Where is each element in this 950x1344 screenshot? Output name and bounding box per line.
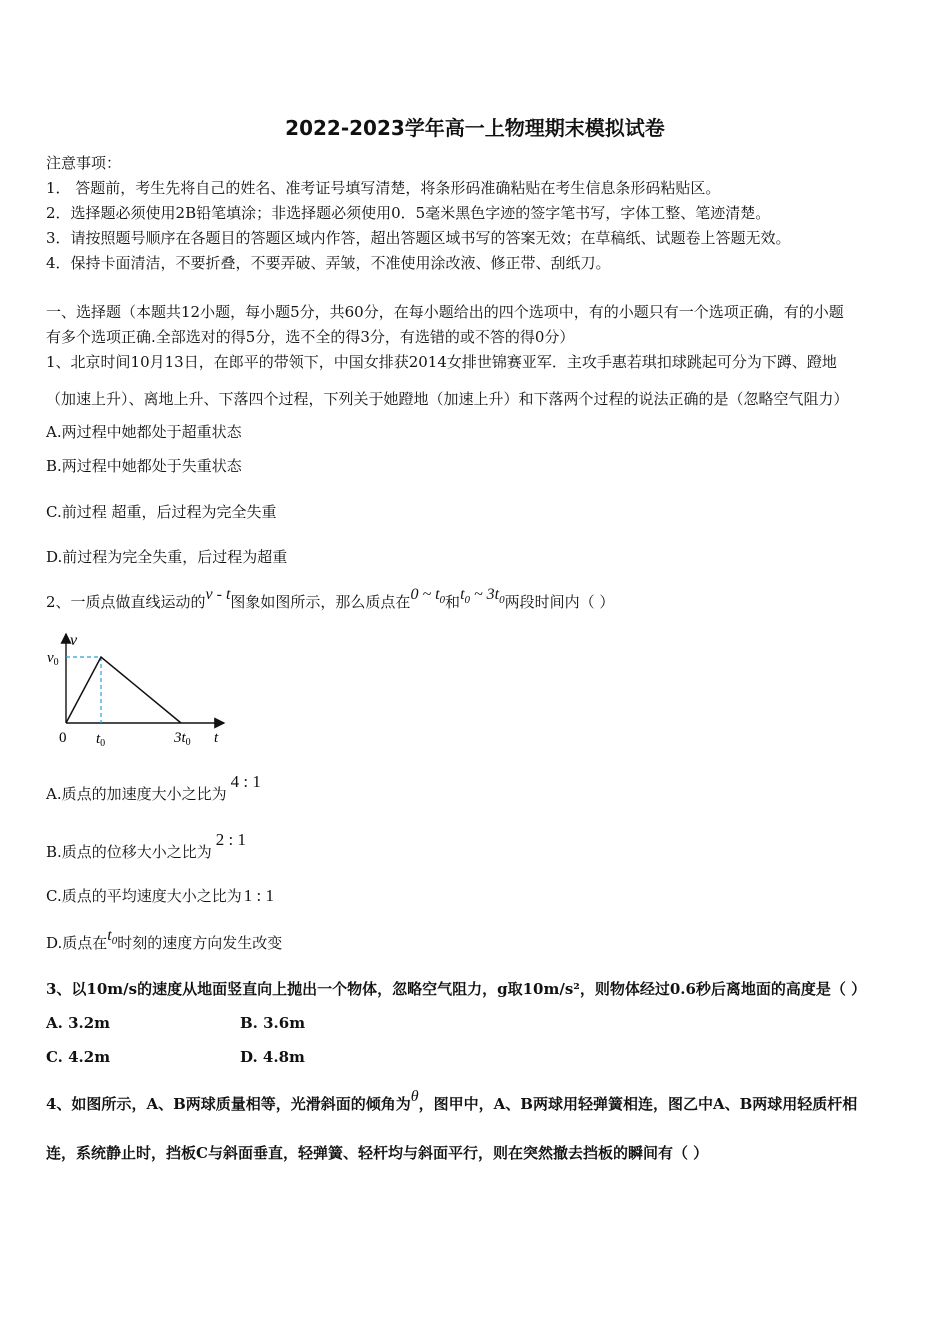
q2-option-a-ratio: 4 : 1: [230, 772, 261, 791]
q2-option-b-text: B.质点的位移大小之比为: [46, 843, 212, 861]
q4-stem-line2: 连，系统静止时，挡板C与斜面垂直，轻弹簧、轻杆均与斜面平行，则在突然撤去挡板的瞬间有（ ）: [46, 1144, 709, 1162]
q1-option-d: D.前过程为完全失重，后过程为超重: [46, 548, 288, 566]
notice-item-2: 2．选择题必须使用2B铅笔填涂；非选择题必须使用0．5毫米黑色字迹的签字笔书写，字体工整、笔迹清楚。: [46, 204, 771, 222]
q2-option-c: [46, 886, 274, 906]
v-axis-label: v: [70, 632, 78, 649]
q1-option-a: A.两过程中她都处于超重状态: [46, 423, 242, 441]
q2-interval-2: $t_0$ ~ $3t_0$: [460, 586, 505, 607]
q3-option-d: D. 4.8m: [240, 1048, 305, 1066]
q2-option-d-text-b: 时刻的速度方向发生改变: [117, 934, 283, 952]
q2-option-b: [46, 830, 247, 862]
q2-stem-part-b: 图象如图所示，那么质点在: [230, 593, 411, 611]
notice-item-1: 1． 答题前，考生先将自己的姓名、准考证号填写清楚，将条形码准确粘贴在考生信息条形码粘贴区。: [46, 179, 721, 197]
v0-label: $v_0$: [47, 650, 59, 668]
q2-option-d-t0: $t_0$: [107, 927, 118, 948]
q4-stem-line1: [46, 1088, 858, 1115]
q4-stem-part-b: ，图甲中，A、B两球用轻弹簧相连，图乙中A、B两球用轻质杆相: [418, 1095, 858, 1113]
q3-stem: 3、以10m/s的速度从地面竖直向上抛出一个物体，忽略空气阻力，g取10m/s²，则物体经过0.6秒后离地面的高度是（ ）: [46, 980, 867, 998]
q2-option-d: [46, 927, 283, 959]
section1-intro-line1: 一、选择题（本题共12小题，每小题5分，共60分，在每小题给出的四个选项中，有的小题只有一个选项正确，有的小题: [46, 303, 844, 321]
q3-option-b: B. 3.6m: [240, 1014, 306, 1032]
q2-option-a-text: A.质点的加速度大小之比为: [46, 785, 227, 803]
q2-stem-part-c: 和: [445, 593, 461, 611]
notice-item-4: 4．保持卡面清洁，不要折叠，不要弄破、弄皱，不准使用涂改液、修正带、刮纸刀。: [46, 254, 611, 272]
exam-title: 2022-2023学年高一上物理期末模拟试卷: [285, 116, 665, 140]
q1-option-b: B.两过程中她都处于失重状态: [46, 457, 242, 475]
q2-stem-part-a: 2、一质点做直线运动的: [46, 593, 206, 611]
q3-option-a: A. 3.2m: [46, 1014, 111, 1032]
q2-stem-part-d: 两段时间内（ ）: [504, 593, 615, 611]
q4-stem-part-a: 4、如图所示，A、B两球质量相等，光滑斜面的倾角为: [46, 1095, 411, 1113]
q2-option-a: [46, 772, 261, 804]
q2-option-d-text-a: D.质点在: [46, 934, 108, 952]
notice-item-3: 3．请按照题号顺序在各题目的答题区域内作答，超出答题区域书写的答案无效；在草稿纸、试题卷上答题无效。: [46, 229, 791, 247]
q1-stem-line1: 1、北京时间10月13日，在郎平的带领下，中国女排获2014女排世锦赛亚军．主攻手惠若琪扣球跳起可分为下蹲、蹬地: [46, 353, 837, 371]
notice-heading: 注意事项：: [46, 154, 122, 172]
q2-vt-symbol: v - t: [205, 586, 231, 603]
q3-option-c: C. 4.2m: [46, 1048, 111, 1066]
q2-option-c-text: C.质点的平均速度大小之比为: [46, 887, 242, 905]
q1-option-c: C.前过程 超重，后过程为完全失重: [46, 503, 277, 521]
velocity-curve: [66, 657, 181, 723]
t0-label: $t_0$: [96, 731, 106, 749]
q2-stem: [46, 586, 615, 618]
q1-stem-line2: （加速上升）、离地上升、下落四个过程，下列关于她蹬地（加速上升）和下落两个过程的说法正确的是（忽略空气阻力）: [46, 390, 849, 408]
q2-interval-1: 0 ~ $t_0$: [410, 586, 446, 607]
t-axis-label: t: [214, 730, 219, 746]
origin-label: 0: [59, 730, 67, 746]
three-t0-label: $3t_0$: [174, 730, 191, 748]
q2-option-c-ratio: 1 : 1: [243, 886, 274, 905]
q4-theta-symbol: θ: [410, 1088, 419, 1105]
section1-intro-line2: 有多个选项正确.全部选对的得5分，选不全的得3分，有选错的或不答的得0分）: [46, 328, 575, 346]
q2-option-b-ratio: 2 : 1: [215, 830, 247, 849]
vt-graph: [44, 630, 234, 750]
